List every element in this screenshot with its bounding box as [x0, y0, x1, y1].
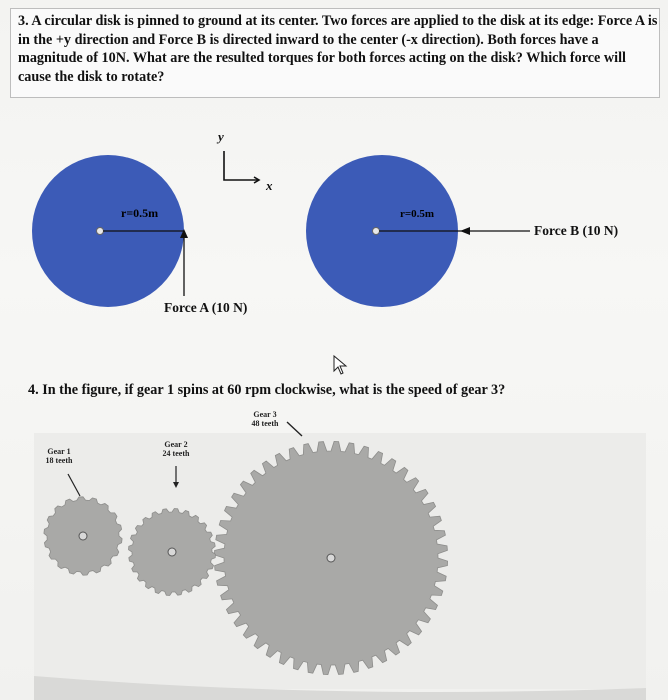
gear-1-name: Gear 1: [47, 447, 71, 456]
question-3-text: 3. A circular disk is pinned to ground at its center. Two forces are applied to the disk at its edge: Force A is in the +y direction and Force B is directed inward to the center (-x direction). Both forces have a magnitude of 10N. What are the resulted torques for both forces acting on the disk? Which force will cause the disk to rotate?: [18, 13, 658, 85]
gear-2-name: Gear 2: [164, 440, 188, 449]
gear-3-name: Gear 3: [253, 410, 277, 419]
gear-3-teeth: 48 teeth: [251, 419, 279, 428]
gear-1-label: [36, 447, 82, 465]
axes-icon: [224, 151, 259, 183]
question-4-text: 4. In the figure, if gear 1 spins at 60 rpm clockwise, what is the speed of gear 3?: [28, 382, 506, 398]
disk-1-pin: [97, 228, 104, 235]
axis-y-label: y: [218, 129, 224, 144]
disk-2-radius-label: r=0.5m: [400, 208, 435, 220]
force-a-label: Force A (10 N): [164, 300, 248, 315]
gear-3-hub: [327, 554, 335, 562]
gear-2-teeth: 24 teeth: [162, 449, 190, 458]
axis-x-label: x: [266, 178, 273, 193]
gear-2-label: [150, 440, 202, 458]
force-b-arrowhead: [460, 227, 470, 235]
gear-2-hub: [168, 548, 176, 556]
mouse-cursor-icon: [334, 356, 346, 374]
force-b-label: Force B (10 N): [534, 223, 619, 238]
disk-1-radius-label: r=0.5m: [121, 206, 159, 220]
gear-1-hub: [79, 532, 87, 540]
gear-3-label: [240, 410, 290, 428]
gear-1-teeth: 18 teeth: [45, 456, 73, 465]
disk-2-pin: [373, 228, 380, 235]
